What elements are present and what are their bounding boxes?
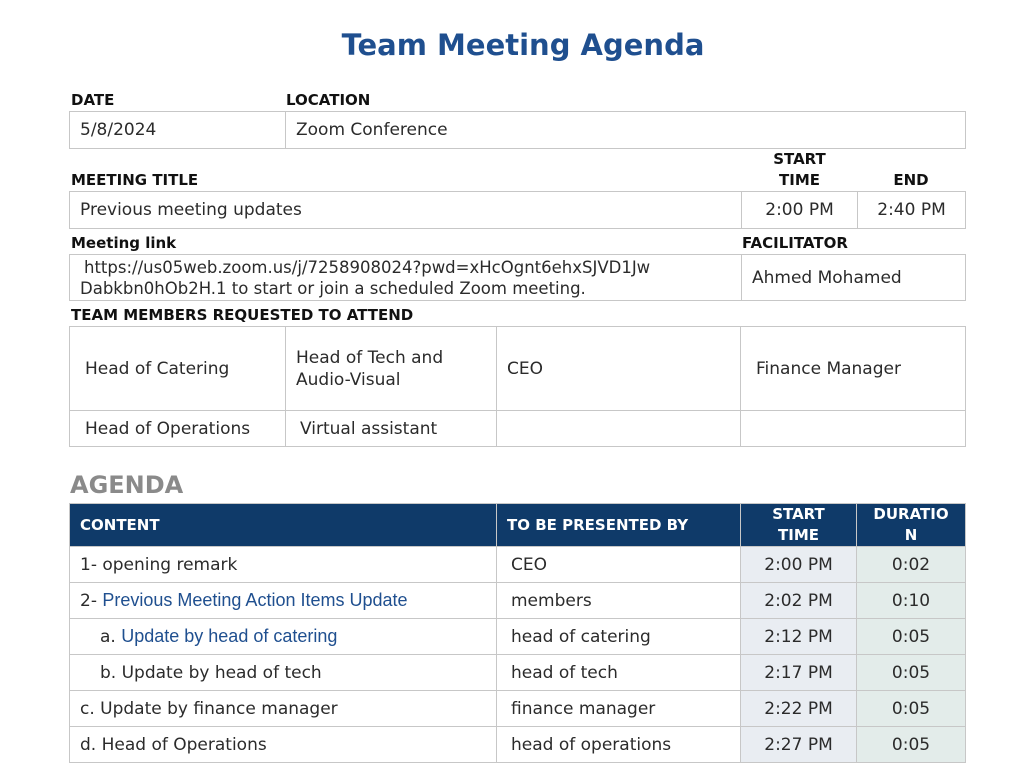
agenda-content-text: Previous Meeting Action Items Update [102,590,408,610]
agenda-content [70,691,497,727]
meeting-link-line1[interactable]: https://us05web.zoom.us/j/7258908024?pwd=xHcOgnt6ehxSJVD1Jw [84,257,651,277]
location-value: Zoom Conference [286,112,966,149]
meeting-title-label: MEETING TITLE [71,171,199,189]
team-member-cell: Finance Manager [741,327,966,411]
agenda-content [70,547,497,583]
end-label: END [893,171,929,189]
team-members-table [69,326,966,447]
agenda-content [70,655,497,691]
team-member-cell: Head of Tech and Audio-Visual [286,327,497,411]
meeting-title-value: Previous meeting updates [70,192,742,229]
start-time-label [742,149,857,191]
team-member-cell: Virtual assistant [286,411,497,447]
agenda-start-time: 2:12 PM [741,619,857,655]
date-value: 5/8/2024 [70,112,286,149]
agenda-duration: 0:02 [857,547,966,583]
header-presenter: TO BE PRESENTED BY [497,504,741,547]
location-label: LOCATION [286,91,371,109]
header-duration-line2: N [904,526,918,544]
header-start-line2: TIME [778,526,819,544]
agenda-content-prefix: a. [100,627,122,647]
agenda-start-time: 2:22 PM [741,691,857,727]
agenda-content-text: d. Head of Operations [80,734,267,755]
header-duration [857,504,966,547]
agenda-header-row [70,504,966,547]
agenda-duration: 0:05 [857,655,966,691]
agenda-content [70,583,497,619]
agenda-start-time: 2:00 PM [741,547,857,583]
meeting-end-time: 2:40 PM [858,192,966,229]
header-start-line1: START [772,505,825,523]
agenda-row [70,547,966,583]
team-member-cell: CEO [497,327,741,411]
agenda-content-text: b. Update by head of tech [100,662,322,683]
date-label: DATE [71,91,115,109]
agenda-start-time: 2:17 PM [741,655,857,691]
agenda-row [70,583,966,619]
page-title: Team Meeting Agenda [341,28,705,62]
facilitator-label: FACILITATOR [742,234,848,252]
header-content: CONTENT [70,504,497,547]
header-start-time [741,504,857,547]
meeting-start-time: 2:00 PM [742,192,858,229]
team-member-cell [741,411,966,447]
agenda-duration: 0:05 [857,727,966,763]
agenda-start-time: 2:02 PM [741,583,857,619]
start-time-label-line1: START [773,150,826,168]
agenda-row [70,727,966,763]
agenda-presenter: head of catering [497,619,741,655]
agenda-content-prefix: 2- [80,591,103,611]
team-member-cell: Head of Catering [70,327,286,411]
agenda-content-text: c. Update by finance manager [80,698,338,719]
link-facilitator-table [69,254,966,301]
agenda-presenter: head of operations [497,727,741,763]
agenda-row [70,655,966,691]
team-members-label: TEAM MEMBERS REQUESTED TO ATTEND [71,306,414,324]
agenda-start-time: 2:27 PM [741,727,857,763]
agenda-presenter: finance manager [497,691,741,727]
agenda-duration: 0:05 [857,619,966,655]
team-member-cell [497,411,741,447]
agenda-duration: 0:05 [857,691,966,727]
agenda-row [70,691,966,727]
meeting-title-table [69,191,966,229]
meeting-link-value[interactable] [70,255,742,301]
agenda-presenter: head of tech [497,655,741,691]
meeting-link-line2: Dabkbn0hOb2H.1 to start or join a scheduled Zoom meeting. [80,278,586,298]
meeting-link-label: Meeting link [71,234,177,252]
team-member-cell: Head of Operations [70,411,286,447]
agenda-content-text: Update by head of catering [121,626,338,646]
agenda-row [70,619,966,655]
agenda-content [70,619,497,655]
agenda-duration: 0:10 [857,583,966,619]
agenda-table [69,503,966,763]
facilitator-value: Ahmed Mohamed [742,255,966,301]
agenda-presenter: CEO [497,547,741,583]
header-duration-line1: DURATIO [873,505,949,523]
date-location-table [69,111,966,149]
agenda-content-text: 1- opening remark [80,554,238,575]
start-time-label-line2: TIME [779,171,820,189]
agenda-heading: AGENDA [70,471,184,499]
agenda-presenter: members [497,583,741,619]
agenda-content [70,727,497,763]
